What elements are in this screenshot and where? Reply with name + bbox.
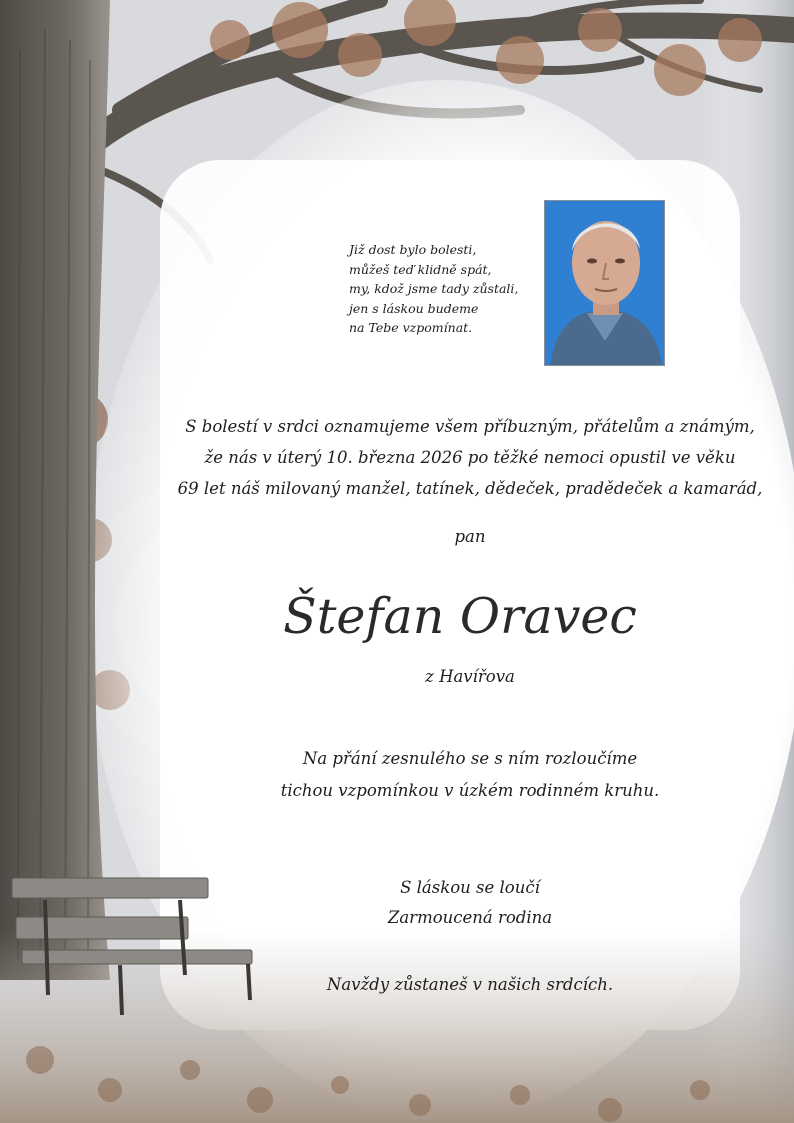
portrait-photo [544,200,665,366]
deceased-name: Štefan Oravec [283,588,637,645]
salutation: pan [454,527,486,546]
signoff-line: S láskou se loučí [400,878,540,897]
poem-line: my, kdož jsme tady zůstali, [349,281,519,296]
announcement-line: že nás v úterý 10. března 2026 po těžké nemoci opustil ve věku [204,448,736,467]
poem-line: Již dost bylo bolesti, [349,242,477,257]
poem-line: můžeš teď klidně spát, [349,261,492,277]
announcement-line: 69 let náš milovaný manžel, tatínek, dědeček, pradědeček a kamarád, [177,479,763,498]
poem [349,240,549,338]
farewell-line: tichou vzpomínkou v úzkém rodinném kruhu. [280,781,660,800]
hometown: z Havířova [425,667,515,686]
announcement-line: S bolestí v srdci oznamujeme všem příbuzným, přátelům a známým, [185,417,755,436]
closing-line: Navždy zůstaneš v našich srdcích. [326,975,614,994]
poem-line: jen s láskou budeme [349,300,479,316]
poem-line: na Tebe vzpomínat. [349,320,473,335]
farewell-line: Na přání zesnulého se s ním rozloučíme [302,749,638,768]
signoff-line: Zarmoucená rodina [387,908,553,927]
